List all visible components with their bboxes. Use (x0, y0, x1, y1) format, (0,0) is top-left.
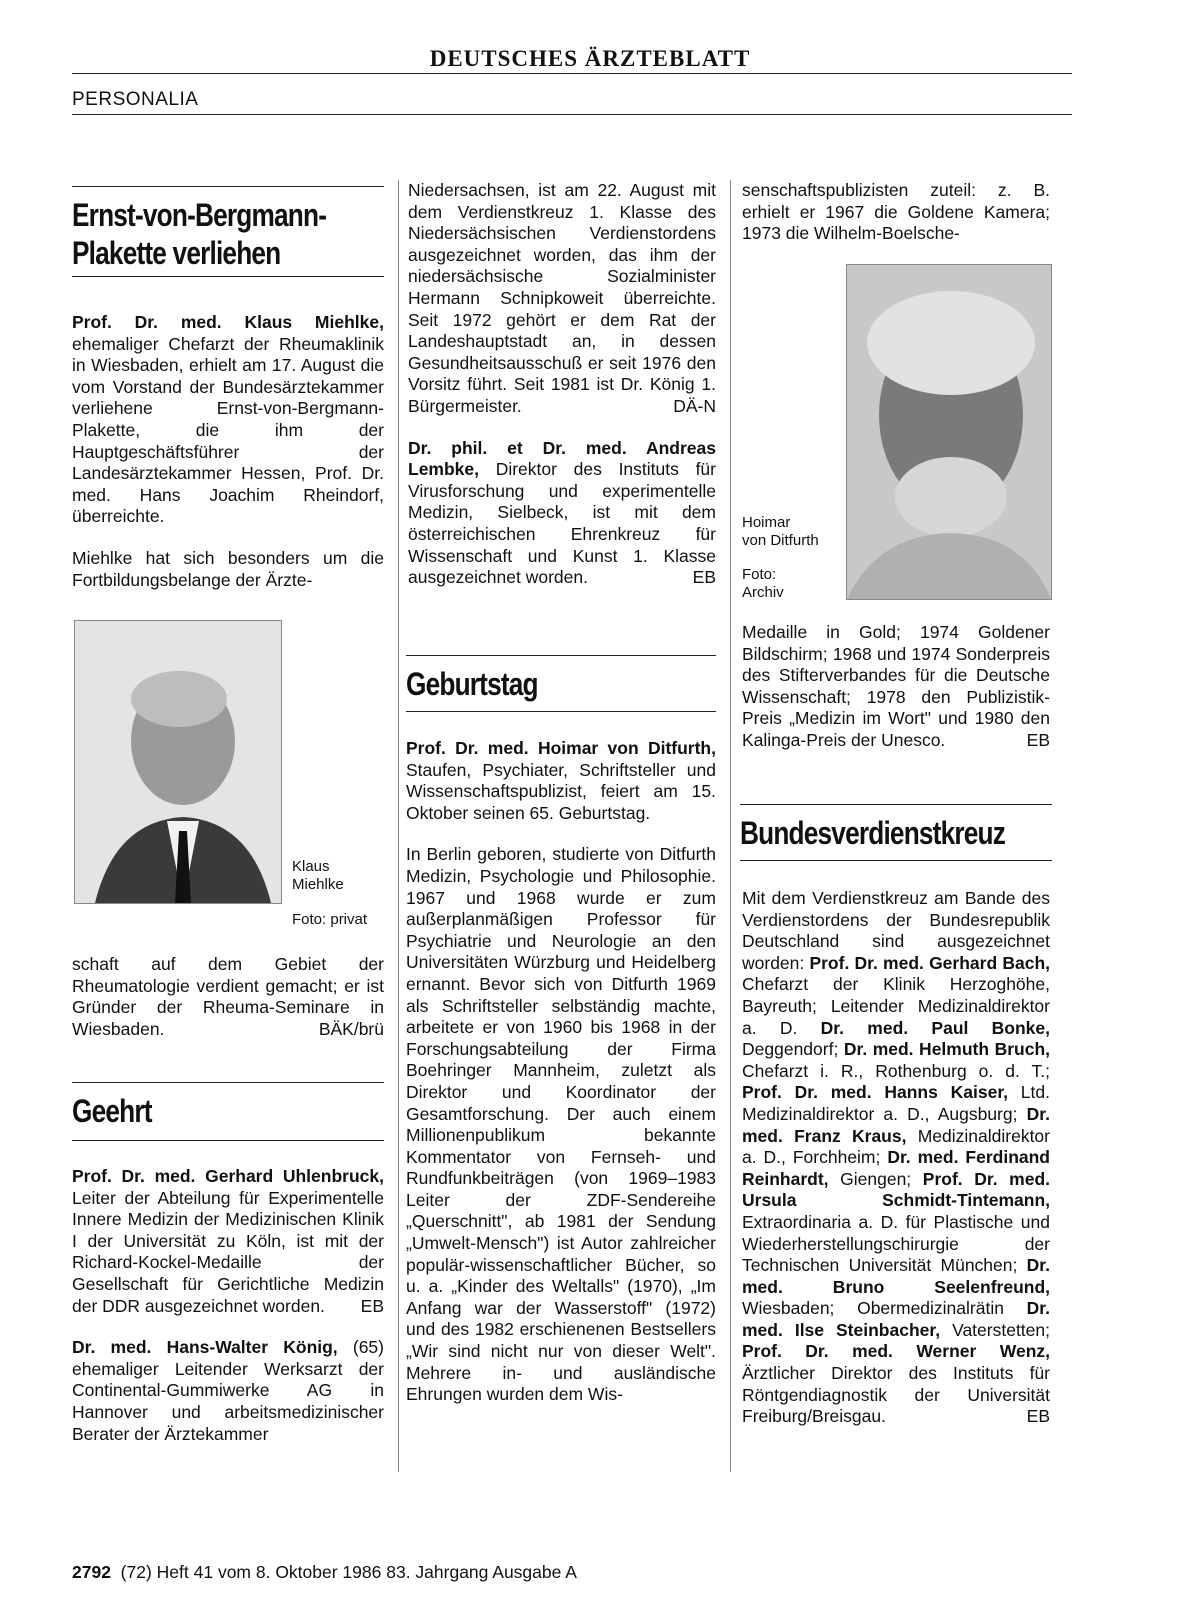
photo-caption (292, 858, 344, 894)
paragraph (72, 1337, 384, 1445)
masthead: DEUTSCHES ÄRZTEBLATT (429, 46, 751, 71)
paragraph-text: Giengen; (828, 1168, 923, 1189)
author-signature: DÄ-N (673, 395, 716, 416)
paragraph-text: Chefarzt i. R., Rothenburg o. d. T.; (742, 1060, 1050, 1081)
paragraph-text: Ärztlicher Direktor des Instituts für Röntgendiagnostik der Universität Freiburg/Breisgau. (742, 1363, 1050, 1427)
caption-line: Hoimar (742, 514, 791, 531)
author-signature: BÄK/brü (318, 1018, 384, 1039)
paragraph-text: Mit dem Verdienstkreuz am Bande des Verdienstordens der Bundesrepublik Deutschland sind ausgezeichnet worden: (742, 888, 1050, 973)
headline-line: Ernst-von-Bergmann- (72, 197, 327, 233)
paragraph-text: Wiesbaden; Obermedizinalrätin (742, 1298, 1027, 1319)
person-name: Dr. med. Hans-Walter König, (72, 1337, 338, 1358)
paragraph-text: Medizinaldirektor a. D., Forchheim; (742, 1125, 1050, 1168)
paragraph-text: Staufen, Psychiater, Schriftsteller und Wissenschaftspublizist, feiert am 15. Oktober seinen 65. Geburtstag. (406, 759, 716, 823)
photo-caption (742, 514, 819, 550)
paragraph (72, 1166, 384, 1317)
column-1-upper (72, 312, 384, 591)
paragraph (408, 180, 716, 418)
paragraph (406, 738, 716, 824)
headline-rule (406, 711, 716, 712)
paragraph-text: ehemaliger Chefarzt der Rheumaklinik in Wiesbaden, erhielt am 17. August die vom Vorstand der Bundesärztekammer verliehene Ernst-von-Bergmann-Plakette, die ihm der Hauptgeschäftsführer der Landesärztekammer Hessen, Prof. Dr. med. Hans Joachim Rheindorf, überreichte. (72, 333, 384, 527)
paragraph: senschaftspublizisten zuteil: z. B. erhielt er 1967 die Goldene Kamera; 1973 die Wilhelm-Boelsche- (742, 180, 1050, 244)
paragraph-text: Niedersachsen, ist am 22. August mit dem Verdienstkreuz 1. Klasse des Niedersächsischen Verdienstordens ausgezeichnet worden, das ihm der niedersächsische Sozialminister Hermann Schnipkoweit überreichte. Seit 1972 gehört er dem Rat der Landeshauptstadt an, in dessen Gesundheitsausschuß er seit 1976 den Vorsitz führt. Seit 1981 ist Dr. König 1. Bürgermeister. (408, 180, 716, 416)
column-3-middle (742, 622, 1050, 752)
photo-ditfurth (846, 264, 1052, 600)
person-name: Prof. Dr. med. Hoimar von Ditfurth, (406, 738, 716, 758)
person-name: Prof. Dr. med. Gerhard Uhlenbruck, (72, 1166, 384, 1186)
paragraph-text: schaft auf dem Gebiet der Rheumatologie verdient gemacht; er ist Gründer der Rheuma-Seminare in Wiesbaden. (72, 954, 384, 1039)
column-2-upper (408, 180, 716, 589)
column-2-lower (406, 738, 716, 1406)
headline-rule (740, 860, 1052, 861)
paragraph: Miehlke hat sich besonders um die Fortbildungsbelange der Ärzte- (72, 547, 384, 590)
person-name: Dr. med. Bruno Seelenfreund, (742, 1255, 1050, 1297)
person-name: Dr. med. Ilse Steinbacher, (742, 1298, 1050, 1340)
person-name: Dr. med. Franz Kraus, (742, 1103, 1050, 1146)
column-1-middle (72, 954, 384, 1040)
credit-line: Foto: (742, 566, 777, 583)
paragraph-text: Medaille in Gold; 1974 Goldener Bildschirm; 1968 und 1974 Sonderpreis des Stifterverbandes für die Deutsche Wissenschaft; 1978 den Publizistik-Preis „Medizin im Wort" und 1980 den Kalinga-Preis der Unesco. (742, 622, 1050, 750)
paragraph (742, 888, 1050, 1428)
headline-geehrt: Geehrt (72, 1093, 152, 1129)
person-name: Dr. phil. et Dr. med. Andreas Lembke, (408, 437, 716, 480)
person-name: Dr. med. Paul Bonke, (820, 1017, 1051, 1038)
column-1-lower (72, 1166, 384, 1445)
headline-rule (72, 1082, 384, 1083)
paragraph-text: (65) ehemaliger Leitender Werksarzt der Continental-Gummiwerke AG in Hannover und arbeitsmedizinischer Berater der Ärztekammer (72, 1337, 384, 1444)
issue-info: (72) Heft 41 vom 8. Oktober 1986 83. Jahrgang Ausgabe A (120, 1562, 577, 1582)
header-rule-top (72, 73, 1072, 74)
column-3-lower (742, 888, 1050, 1428)
headline-bundesverdienstkreuz: Bundesverdienstkreuz (740, 815, 1006, 851)
paragraph-text: Extraordinaria a. D. für Plastische und Wiederherstellungschirurgie der Technischen Universität München; (742, 1211, 1050, 1276)
page-number: 2792 (72, 1562, 111, 1582)
headline-bergmann (72, 196, 326, 272)
paragraph-text: Ltd. Medizinaldirektor a. D., Augsburg; (742, 1082, 1050, 1124)
author-signature: EB (692, 567, 716, 588)
page-footer (72, 1562, 577, 1583)
paragraph (72, 312, 384, 528)
headline-rule (72, 1140, 384, 1141)
author-signature: EB (360, 1295, 384, 1316)
photo-credit (742, 566, 784, 602)
paragraph-text: Vaterstetten; (940, 1319, 1050, 1340)
section-label: PERSONALIA (72, 89, 199, 110)
photo-credit: Foto: privat (292, 911, 368, 928)
caption-line: Klaus (292, 858, 330, 875)
paragraph-text: Direktor des Instituts für Virusforschung und experimentelle Medizin, Sielbeck, ist mit dem österreichischen Ehrenkreuz für Wissenschaft und Kunst 1. Klasse ausgezeichnet worden. (408, 459, 716, 588)
portrait-image (847, 265, 1051, 599)
paragraph (408, 438, 716, 589)
caption-line: Miehlke (292, 876, 344, 893)
column-divider (730, 180, 731, 1472)
headline-rule (72, 186, 384, 187)
paragraph-text: Chefarzt der Klinik Herzoghöhe, Bayreuth; Leitender Medizinaldirektor a. D. (742, 974, 1050, 1038)
caption-line: von Ditfurth (742, 532, 819, 549)
headline-rule (72, 276, 384, 277)
paragraph: In Berlin geboren, studierte von Ditfurth Medizin, Psychologie und Philosophie. 1967 und 1968 wurde er zum außerplanmäßigen Professor für Psychiatrie und Neurologie an den Universitäten Würzburg und Heidelberg ernannt. Bevor sich von Ditfurth 1969 als Schriftsteller selbständig machte, arbeitete er von 1960 bis 1968 in der Forschungsabteilung der Firma Boehringer Mannheim, zuletzt als Direktor und Koordinator der Gesamtforschung. Der auch einem Millionenpublikum bekannte Kommentator von Fernseh- und Rundfunkbeiträgen (von 1969–1983 Leiter der ZDF-Sendereihe „Querschnitt", ab 1981 der Sendung „Umwelt-Mensch") ist Autor zahlreicher populär-wissenschaftlicher Bücher, so u. a. „Kinder des Weltalls" (1970), „Im Anfang war der Wasserstoff" (1972) und des 1982 erschienenen Bestsellers „Wir sind nicht nur von dieser Welt". Mehrere in- und ausländische Ehrungen wurden dem Wis- (406, 844, 716, 1405)
paragraph (72, 954, 384, 1040)
headline-line: Plakette verliehen (72, 235, 281, 271)
person-name: Prof. Dr. med. Gerhard Bach, (809, 952, 1050, 973)
headline-rule (406, 655, 716, 656)
paragraph-text: Deggendorf; (742, 1039, 844, 1060)
headline-geburtstag: Geburtstag (406, 666, 538, 702)
credit-line: Archiv (742, 584, 784, 601)
author-signature: EB (1026, 729, 1050, 750)
column-3-upper (742, 180, 1050, 245)
person-name: Prof. Dr. med. Klaus Miehlke, (72, 312, 384, 332)
header-rule-bottom (72, 114, 1072, 115)
paragraph-text: Leiter der Abteilung für Experimentelle Innere Medizin der Medizinischen Klinik I der Universität zu Köln, ist mit der Richard-Kockel-Medaille der Gesellschaft für Gerichtliche Medizin der DDR ausgezeichnet worden. (72, 1187, 384, 1316)
person-name: Dr. med. Helmuth Bruch, (843, 1039, 1050, 1060)
portrait-image (75, 621, 281, 903)
person-name: Prof. Dr. med. Werner Wenz, (742, 1341, 1050, 1362)
column-divider (398, 180, 399, 1472)
person-name: Prof. Dr. med. Ursula Schmidt-Tintemann, (742, 1168, 1051, 1211)
person-name: Prof. Dr. med. Hanns Kaiser, (742, 1082, 1009, 1103)
author-signature: EB (1026, 1406, 1050, 1427)
headline-rule (740, 804, 1052, 805)
paragraph (742, 622, 1050, 752)
person-name: Dr. med. Ferdinand Reinhardt, (742, 1147, 1050, 1189)
photo-miehlke (74, 620, 282, 904)
